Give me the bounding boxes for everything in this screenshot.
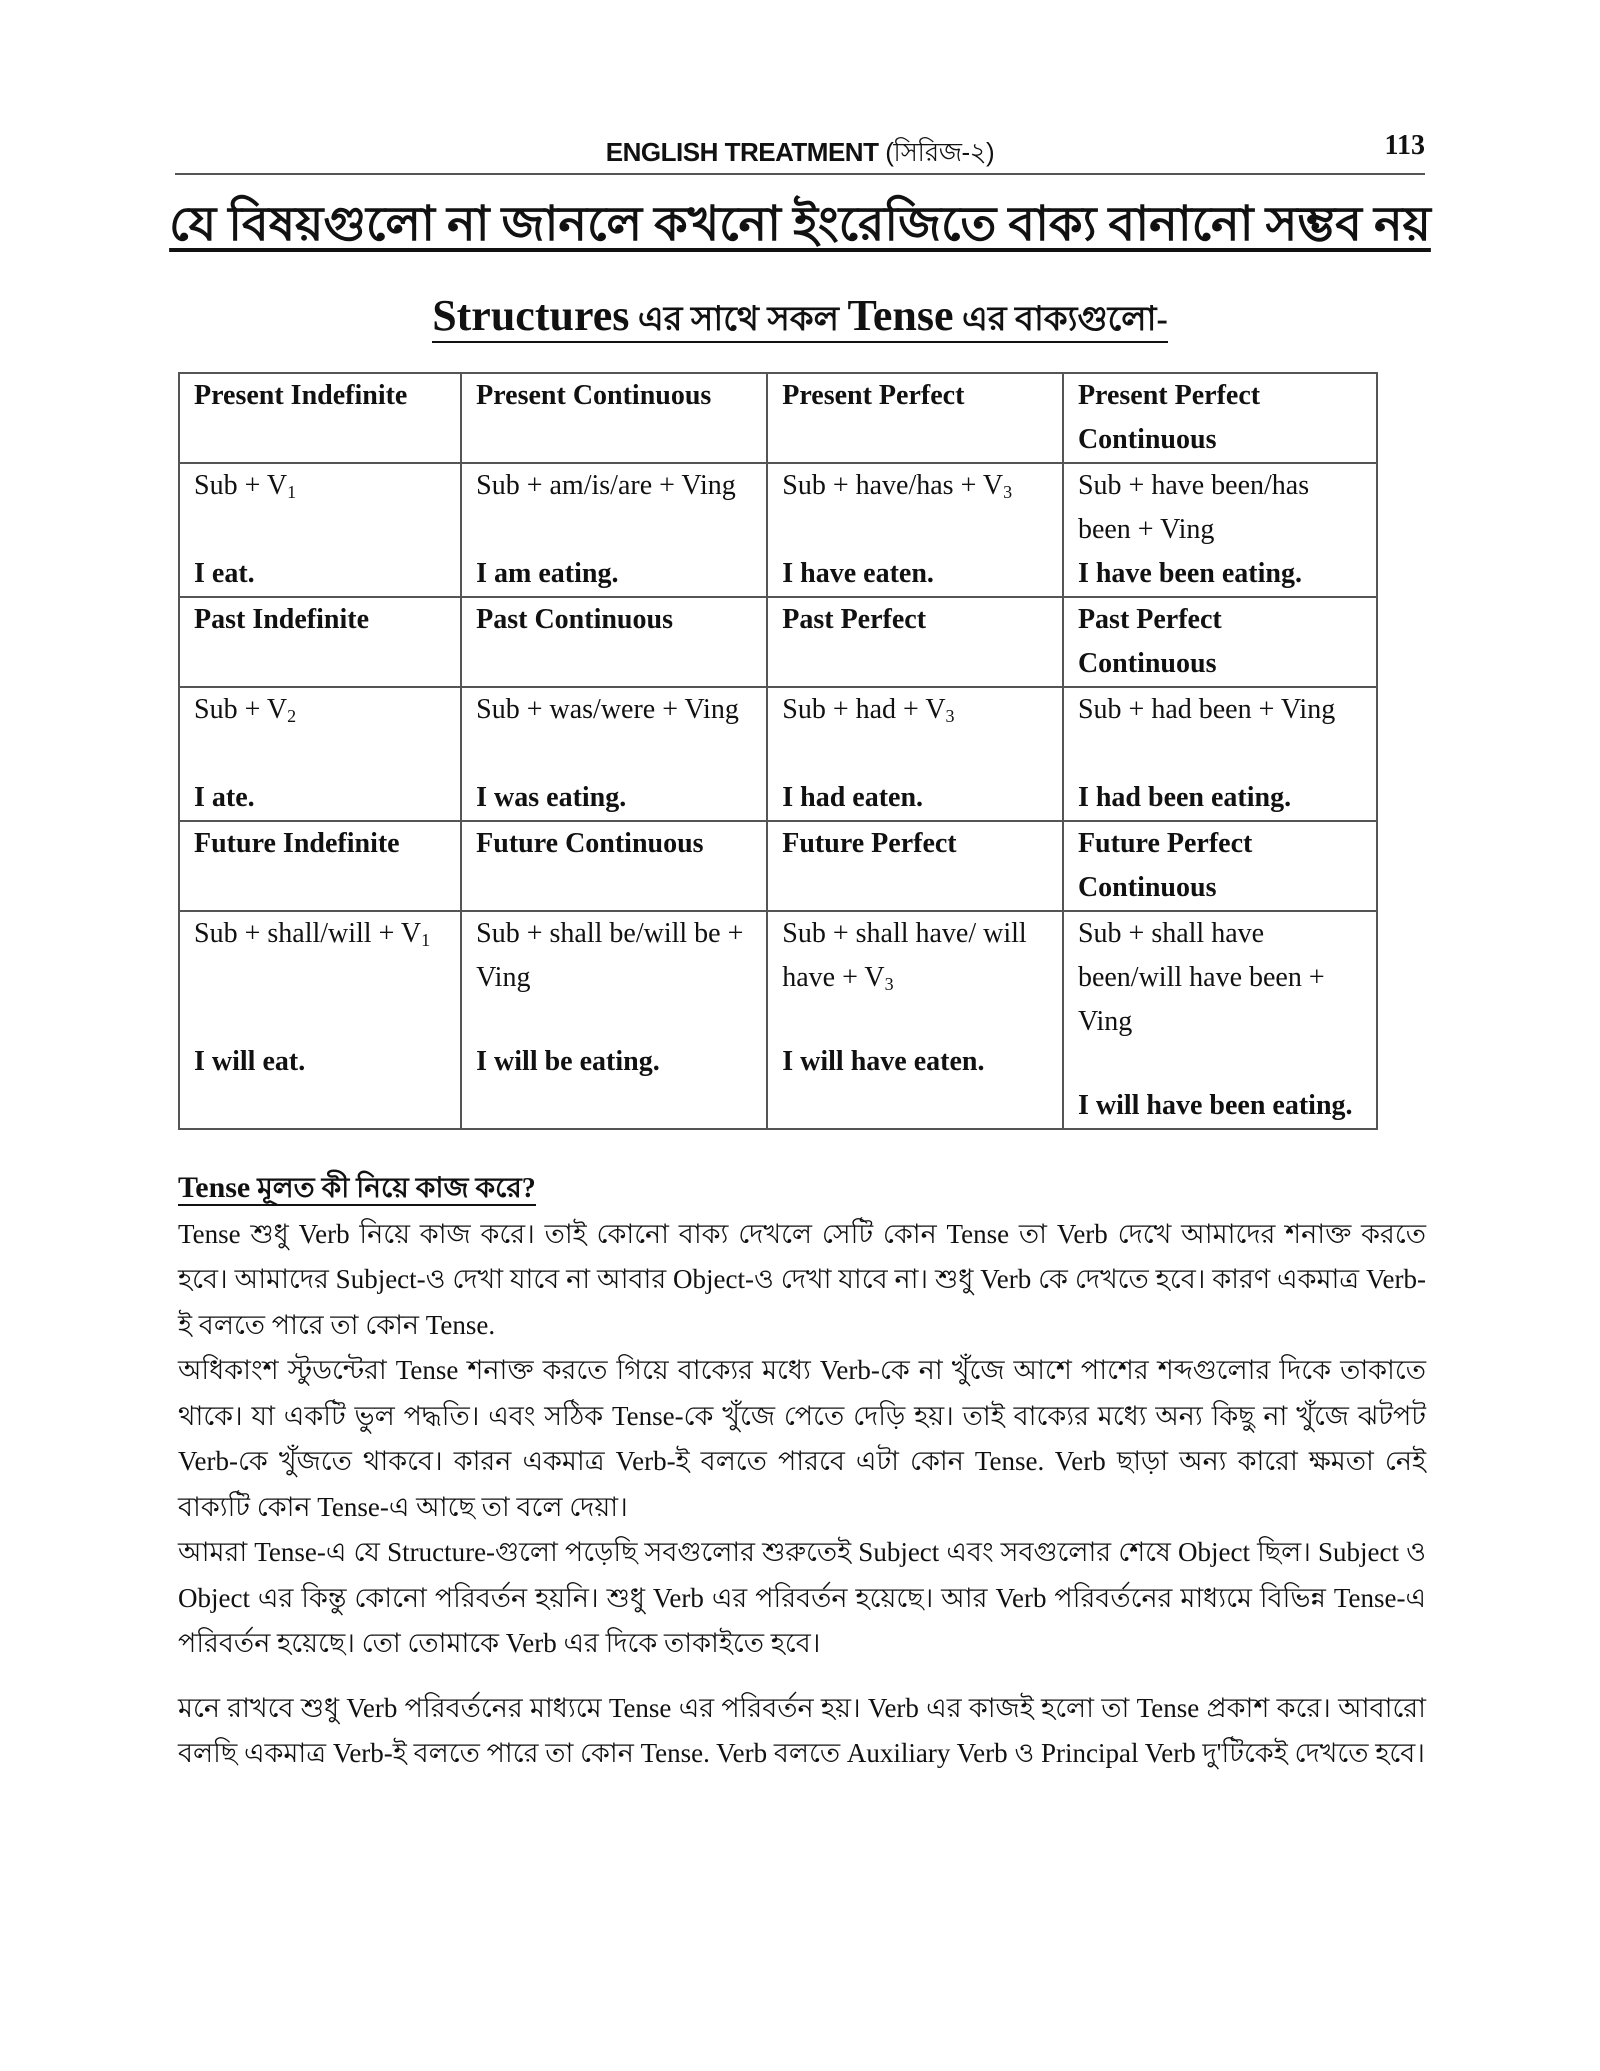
tense-structure-cell [179,911,461,1129]
sub-heading-part: Structures [432,291,630,340]
verb-form-subscript: 1 [421,930,431,950]
sub-heading-text [432,291,1168,343]
example-sentence: I had eaten. [782,782,924,813]
page-number: 113 [1384,130,1425,161]
structure-text: Sub + am/is/are + Ving [476,470,736,501]
tense-name: Past Perfect [782,604,927,635]
tense-structure-cell [767,911,1063,1129]
example-sentence: I am eating. [476,558,619,589]
cell-content [194,688,448,820]
tense-name: Future Perfect Continuous [1077,828,1253,903]
structure-text: Sub + have/has + V [782,470,1004,501]
question-heading-bn: মূলত কী নিয়ে কাজ করে? [250,1173,536,1204]
structure-text: Sub + shall/will + V [194,918,422,949]
tense-name: Past Perfect Continuous [1077,604,1222,679]
cell-content [1078,464,1364,596]
structure-formula [1078,912,1364,1044]
structure-formula [194,464,448,508]
structure-formula [1078,464,1364,552]
page-header [175,128,1425,172]
structure-formula [476,464,754,508]
header-divider [175,173,1425,175]
tense-name: Present Indefinite [194,380,408,411]
structure-text: Sub + shall have been/will have been + Ving [1077,918,1325,1037]
sub-heading-part: এর বাক্যগুলো- [953,301,1168,338]
structure-formula [476,912,754,1000]
tense-structure-cell [461,911,767,1129]
main-heading-text: যে বিষয়গুলো না জানলে কখনো ইংরেজিতে বাক্য বানানো সম্ভব নয় [169,198,1431,251]
tense-name: Future Indefinite [194,828,400,859]
paragraph: আমরা Tense-এ যে Structure-গুলো পড়েছি সবগুলোর শুরুতেই Subject এবং সবগুলোর শেষে Object ছিল। Subject ও Object এর কিন্তু কোনো পরিবর্তন হয়নি। শুধু Verb এর পরিবর্তন হয়েছে। আর Verb পরিবর্তনের মাধ্যমে বিভিন্ন Tense-এ পরিবর্তন হয়েছে। তো তোমাকে Verb এর দিকে তাকাইতে হবে। [178,1537,1426,1658]
structure-text: Sub + shall be/will be + Ving [476,918,744,993]
tense-name-cell [461,373,767,463]
sub-heading-part: Tense [847,291,954,340]
structure-text: Sub + V [194,470,288,501]
paragraph: অধিকাংশ স্টুডন্টেরা Tense শনাক্ত করতে গিয়ে বাক্যের মধ্যে Verb-কে না খুঁজে আশে পাশের শব্দগুলোর দিকে তাকাতে থাকে। যা একটি ভুল পদ্ধতি। এবং সঠিক Tense-কে খুঁজে পেতে দেড়ি হয়। তাই বাক্যের মধ্যে অন্য কিছু না খুঁজে ঝটপট Verb-কে খুঁজতে থাকবে। কারন একমাত্র Verb-ই বলতে পারবে এটা কোন Tense. Verb ছাড়া অন্য কারো ক্ষমতা নেই বাক্যটি কোন Tense-এ আছে তা বলে দেয়া। [178,1355,1426,1522]
structure-text: Sub + shall have/ will have + V [782,918,1027,993]
tense-structure-cell [1063,911,1377,1129]
structure-text: Sub + V [194,694,288,725]
cell-content [476,464,754,596]
example-sentence: I have been eating. [1077,558,1302,589]
tense-name-cell [767,821,1063,911]
sub-heading [0,290,1600,350]
header-title-en: ENGLISH TREATMENT [605,137,879,167]
cell-content [476,912,754,1128]
example-sentence: I had been eating. [1077,782,1292,813]
tense-name-cell [461,821,767,911]
paragraph: Tense শুধু Verb নিয়ে কাজ করে। তাই কোনো বাক্য দেখলে সেটি কোন Tense তা Verb দেখে আমাদের শনাক্ত করতে হবে। আমাদের Subject-ও দেখা যাবে না আবার Object-ও দেখা যাবে না। শুধু Verb কে দেখতে হবে। কারণ একমাত্র Verb-ই বলতে পারে তা কোন Tense. [178,1218,1426,1340]
tense-structure-cell [767,463,1063,597]
tense-name-row [179,821,1377,911]
tense-name-cell [179,597,461,687]
tense-name: Present Perfect [782,380,965,411]
tense-name-cell [461,597,767,687]
cell-content [1078,912,1364,1128]
structure-formula [1078,688,1364,732]
cell-content [1078,688,1364,820]
tense-structure-cell [1063,687,1377,821]
cell-content [782,464,1050,596]
example-sentence: I will have eaten. [782,1046,985,1077]
example-sentence: I will be eating. [476,1046,660,1077]
tense-structure-table [178,372,1378,1130]
tense-structure-cell [179,463,461,597]
question-heading-en: Tense [178,1171,251,1204]
tense-structure-cell [461,687,767,821]
paragraph-spacer [178,1667,1426,1686]
main-heading [0,188,1600,267]
structure-text: Sub + have been/has been + Ving [1077,470,1310,545]
cell-content [194,464,448,596]
structure-text: Sub + had been + Ving [1077,694,1336,725]
example-sentence: I have eaten. [782,558,934,589]
tense-structure-row [179,911,1377,1129]
verb-form-subscript: 1 [287,482,297,502]
example-sentence: I ate. [194,782,255,813]
paragraph: মনে রাখবে শুধু Verb পরিবর্তনের মাধ্যমে Tense এর পরিবর্তন হয়। Verb এর কাজই হলো তা Tense প্রকাশ করে। আবারো বলছি একমাত্র Verb-ই বলতে পারে তা কোন Tense. Verb বলতে Auxiliary Verb ও Principal Verb দু'টিকেই দেখতে হবে। [178,1692,1426,1768]
example-sentence: I was eating. [476,782,627,813]
cell-content [782,688,1050,820]
tense-name-row [179,373,1377,463]
header-title-series: (সিরিজ-২) [885,137,995,167]
structure-formula [194,688,448,732]
sub-heading-part: এর সাথে সকল [629,301,848,338]
cell-content [782,912,1050,1128]
tense-structure-row [179,463,1377,597]
structure-formula [782,464,1050,508]
example-sentence: I will have been eating. [1077,1090,1353,1121]
cell-content [476,688,754,820]
tense-name-row [179,597,1377,687]
structure-formula [782,912,1050,1000]
tense-structure-cell [767,687,1063,821]
tense-structure-cell [1063,463,1377,597]
tense-name-cell [767,373,1063,463]
section-question-heading [178,1165,1426,1212]
tense-name: Present Perfect Continuous [1077,380,1261,455]
tense-structure-row [179,687,1377,821]
verb-form-subscript: 2 [287,706,297,726]
explanation-section [178,1165,1426,1777]
tense-name: Past Indefinite [194,604,369,635]
tense-name-cell [767,597,1063,687]
verb-form-subscript: 3 [884,974,894,994]
tense-name: Present Continuous [476,380,712,411]
running-header [175,132,1425,176]
structure-formula [782,688,1050,732]
structure-text: Sub + was/were + Ving [476,694,739,725]
verb-form-subscript: 3 [1003,482,1013,502]
tense-name-cell [1063,597,1377,687]
tense-name: Past Continuous [476,604,673,635]
structure-text: Sub + had + V [782,694,946,725]
tense-name: Future Perfect [782,828,957,859]
tense-name-cell [179,373,461,463]
structure-formula [476,688,754,732]
cell-content [194,912,448,1128]
tense-name-cell [1063,821,1377,911]
tense-structure-cell [179,687,461,821]
tense-name-cell [1063,373,1377,463]
tense-name: Future Continuous [476,828,704,859]
structure-formula [194,912,448,956]
tense-name-cell [179,821,461,911]
tense-structure-cell [461,463,767,597]
example-sentence: I eat. [194,558,255,589]
example-sentence: I will eat. [194,1046,306,1077]
verb-form-subscript: 3 [945,706,955,726]
